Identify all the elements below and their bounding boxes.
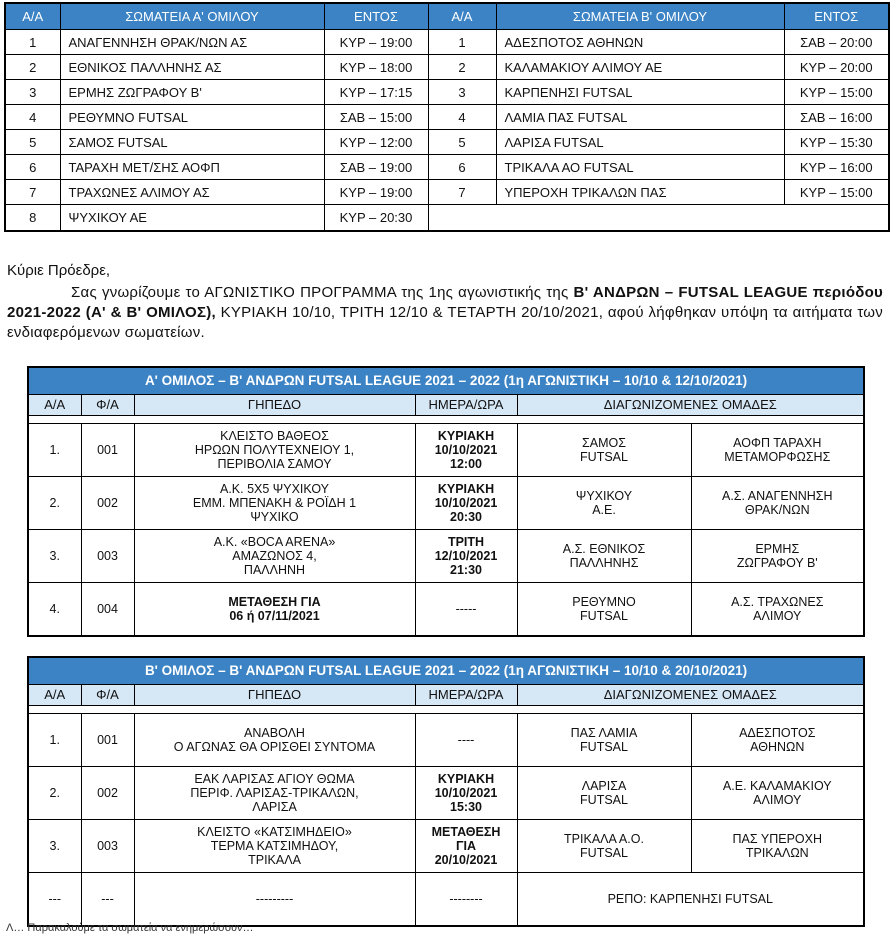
col-aa: Α/Α bbox=[28, 395, 81, 416]
venue-line: ΜΕΤΑΘΕΣΗ ΓΙΑ bbox=[228, 595, 321, 609]
team-name: ΚΑΡΠΕΝΗΣΙ FUTSAL bbox=[496, 80, 784, 105]
venue-line: ΠΑΛΛΗΝΗ bbox=[243, 563, 306, 577]
col-teams: ΔΙΑΓΩΝΙΖΟΜΕΝΕΣ ΟΜΑΔΕΣ bbox=[517, 395, 864, 416]
away-team bbox=[691, 424, 864, 477]
team-line: ΨΥΧΙΚΟΥ bbox=[575, 489, 633, 503]
team-line: ΠΑΣ ΥΠΕΡΟΧΗ bbox=[732, 832, 822, 846]
col-aa: Α/Α bbox=[28, 685, 81, 706]
col-datetime: ΗΜΕΡΑ/ΩΡΑ bbox=[415, 395, 517, 416]
spacer bbox=[28, 706, 864, 714]
home-time: ΚΥΡ – 20:00 bbox=[784, 55, 889, 80]
venue bbox=[134, 820, 415, 873]
venue-line: ΑΝΑΒΟΛΗ bbox=[244, 726, 305, 740]
match-aa: 3. bbox=[28, 530, 81, 583]
datetime-line: 20:30 bbox=[450, 510, 482, 524]
home-time: ΚΥΡ – 19:00 bbox=[324, 30, 428, 55]
rest-row bbox=[28, 873, 864, 927]
datetime-line: 21:30 bbox=[450, 563, 482, 577]
venue-line: ΠΕΡΙΒΟΛΙΑ ΣΑΜΟΥ bbox=[217, 457, 332, 471]
team-line: ΑΘΗΝΩΝ bbox=[750, 740, 805, 754]
table-row bbox=[5, 205, 889, 232]
home-time: ΚΥΡ – 15:30 bbox=[784, 130, 889, 155]
table-row bbox=[5, 30, 889, 55]
row-number: 8 bbox=[5, 205, 60, 232]
team-name: ΤΡΑΧΩΝΕΣ ΑΛΙΜΟΥ ΑΣ bbox=[60, 180, 324, 205]
table-row bbox=[28, 424, 864, 477]
home-time: ΚΥΡ – 16:00 bbox=[784, 155, 889, 180]
venue-line: ΚΛΕΙΣΤΟ ΒΑΘΕΟΣ bbox=[220, 429, 329, 443]
venue-line: 06 ή 07/11/2021 bbox=[229, 609, 320, 623]
letter-league-bold: Β' ΑΝΔΡΩΝ – FUTSAL LEAGUE περιόδου 2021-2022 (Α' & Β' ΟΜΙΛΟΣ), bbox=[7, 284, 883, 321]
header-teams-a: ΣΩΜΑΤΕΙΑ Α' ΟΜΙΛΟΥ bbox=[60, 3, 324, 30]
match-datetime bbox=[415, 767, 517, 820]
team-line: Α.Σ. ΤΡΑΧΩΝΕΣ bbox=[731, 595, 824, 609]
team-line: ΑΛΙΜΟΥ bbox=[753, 793, 802, 807]
datetime-line: ΓΙΑ bbox=[455, 839, 476, 853]
row-number: 3 bbox=[428, 80, 496, 105]
salutation: Κύριε Πρόεδρε, bbox=[7, 262, 111, 279]
table-row bbox=[28, 530, 864, 583]
match-datetime: -------- bbox=[415, 873, 517, 927]
datetime-line: ΚΥΡΙΑΚΗ bbox=[437, 429, 495, 443]
match-aa: 2. bbox=[28, 767, 81, 820]
letter-dates-text: ΚΥΡΙΑΚΗ 10/10, ΤΡΙΤΗ 12/10 & ΤΕΤΑΡΤΗ 20/10/2021, αφού λήφθηκαν υπόψη τα αιτήματα των ενδιαφερόμενων σωματείων. bbox=[7, 304, 883, 341]
row-number: 5 bbox=[428, 130, 496, 155]
match-datetime bbox=[415, 424, 517, 477]
datetime-line: 15:30 bbox=[450, 800, 482, 814]
home-time: ΣΑΒ – 20:00 bbox=[784, 30, 889, 55]
datetime-line: 12/10/2021 bbox=[434, 549, 498, 563]
match-datetime bbox=[415, 530, 517, 583]
away-team bbox=[691, 477, 864, 530]
row-number: 1 bbox=[5, 30, 60, 55]
team-name: ΚΑΛΑΜΑΚΙΟΥ ΑΛΙΜΟΥ ΑΕ bbox=[496, 55, 784, 80]
table-row bbox=[5, 105, 889, 130]
team-line: Α.Σ. ΑΝΑΓΕΝΝΗΣΗ bbox=[721, 489, 833, 503]
spacer bbox=[28, 416, 864, 424]
team-line: ΑΔΕΣΠΟΤΟΣ bbox=[739, 726, 816, 740]
team-name: ΕΡΜΗΣ ΖΩΓΡΑΦΟΥ Β' bbox=[60, 80, 324, 105]
home-team bbox=[517, 424, 691, 477]
match-fa: 003 bbox=[81, 820, 134, 873]
table-row bbox=[28, 583, 864, 637]
datetime-line: ----- bbox=[455, 602, 477, 616]
match-fa: 001 bbox=[81, 714, 134, 767]
venue-line: Ο ΑΓΩΝΑΣ ΘΑ ΟΡΙΣΘΕΙ ΣΥΝΤΟΜΑ bbox=[173, 740, 376, 754]
venue-line: ΚΛΕΙΣΤΟ «ΚΑΤΣΙΜΗΔΕΙΟ» bbox=[197, 825, 352, 839]
venue-line: ΤΡΙΚΑΛΑ bbox=[248, 853, 301, 867]
match-datetime bbox=[415, 714, 517, 767]
groups-table bbox=[4, 2, 890, 232]
datetime-line: ΚΥΡΙΑΚΗ bbox=[437, 772, 495, 786]
team-line: FUTSAL bbox=[580, 450, 628, 464]
team-line: ΕΡΜΗΣ bbox=[755, 542, 800, 556]
match-datetime bbox=[415, 477, 517, 530]
group-a-title: Α' ΟΜΙΛΟΣ – Β' ΑΝΔΡΩΝ FUTSAL LEAGUE 2021 – 2022 (1η ΑΓΩΝΙΣΤΙΚΗ – 10/10 & 12/10/2021) bbox=[28, 367, 864, 395]
home-team bbox=[517, 583, 691, 637]
group-b-title: Β' ΟΜΙΛΟΣ – Β' ΑΝΔΡΩΝ FUTSAL LEAGUE 2021 – 2022 (1η ΑΓΩΝΙΣΤΙΚΗ – 10/10 & 20/10/2021) bbox=[28, 657, 864, 685]
row-number: 2 bbox=[428, 55, 496, 80]
home-team bbox=[517, 530, 691, 583]
venue: --------- bbox=[134, 873, 415, 927]
team-name: ΤΡΙΚΑΛΑ ΑΟ FUTSAL bbox=[496, 155, 784, 180]
team-line: ΖΩΓΡΑΦΟΥ Β' bbox=[736, 556, 818, 570]
venue-line: ΑΜΑΖΩΝΟΣ 4, bbox=[232, 549, 317, 563]
home-time: ΚΥΡ – 19:00 bbox=[324, 180, 428, 205]
team-line: ΤΡΙΚΑΛΑ Α.Ο. bbox=[564, 832, 644, 846]
venue-line: Α.Κ. 5Χ5 ΨΥΧΙΚΟΥ bbox=[219, 482, 329, 496]
home-time: ΚΥΡ – 15:00 bbox=[784, 180, 889, 205]
home-time: ΚΥΡ – 18:00 bbox=[324, 55, 428, 80]
match-aa: 1. bbox=[28, 714, 81, 767]
datetime-line: ΚΥΡΙΑΚΗ bbox=[437, 482, 495, 496]
row-number: 5 bbox=[5, 130, 60, 155]
row-number: 6 bbox=[5, 155, 60, 180]
match-aa: 2. bbox=[28, 477, 81, 530]
match-aa: 1. bbox=[28, 424, 81, 477]
team-line: ΤΡΙΚΑΛΩΝ bbox=[745, 846, 809, 860]
away-team bbox=[691, 767, 864, 820]
team-name: ΥΠΕΡΟΧΗ ΤΡΙΚΑΛΩΝ ΠΑΣ bbox=[496, 180, 784, 205]
home-time: ΣΑΒ – 15:00 bbox=[324, 105, 428, 130]
datetime-line: ΜΕΤΑΘΕΣΗ bbox=[431, 825, 501, 839]
team-line: ΑΛΙΜΟΥ bbox=[753, 609, 802, 623]
home-time: ΚΥΡ – 15:00 bbox=[784, 80, 889, 105]
datetime-line: 20/10/2021 bbox=[434, 853, 498, 867]
table-row bbox=[5, 55, 889, 80]
match-aa: 3. bbox=[28, 820, 81, 873]
home-team bbox=[517, 767, 691, 820]
home-team bbox=[517, 477, 691, 530]
venue bbox=[134, 714, 415, 767]
team-line: ΑΟΦΠ ΤΑΡΑΧΗ bbox=[733, 436, 822, 450]
group-a-fixtures-table bbox=[27, 366, 865, 637]
team-name: ΛΑΡΙΣΑ FUTSAL bbox=[496, 130, 784, 155]
venue-line: Α.Κ. «BOCA ARENA» bbox=[213, 535, 336, 549]
team-line: ΛΑΡΙΣΑ bbox=[581, 779, 627, 793]
team-name: ΣΑΜΟΣ FUTSAL bbox=[60, 130, 324, 155]
match-aa: 4. bbox=[28, 583, 81, 637]
away-team bbox=[691, 530, 864, 583]
datetime-line: 10/10/2021 bbox=[434, 496, 498, 510]
table-row bbox=[28, 820, 864, 873]
away-team bbox=[691, 714, 864, 767]
table-row bbox=[28, 767, 864, 820]
venue-line: ΠΕΡΙΦ. ΛΑΡΙΣΑΣ-ΤΡΙΚΑΛΩΝ, bbox=[190, 786, 359, 800]
header-home-time-a: ΕΝΤΟΣ bbox=[324, 3, 428, 30]
team-name: ΕΘΝΙΚΟΣ ΠΑΛΛΗΝΗΣ ΑΣ bbox=[60, 55, 324, 80]
table-row bbox=[5, 155, 889, 180]
row-number: 7 bbox=[428, 180, 496, 205]
home-time: ΚΥΡ – 20:30 bbox=[324, 205, 428, 232]
team-line: FUTSAL bbox=[580, 846, 628, 860]
team-line: ΠΑΛΛΗΝΗΣ bbox=[569, 556, 639, 570]
team-line: FUTSAL bbox=[580, 740, 628, 754]
row-number: 6 bbox=[428, 155, 496, 180]
team-line: Α.Ε. ΚΑΛΑΜΑΚΙΟΥ bbox=[722, 779, 832, 793]
venue-line: ΕΑΚ ΛΑΡΙΣΑΣ ΑΓΙΟΥ ΘΩΜΑ bbox=[194, 772, 355, 786]
home-time: ΣΑΒ – 16:00 bbox=[784, 105, 889, 130]
col-venue: ΓΗΠΕΔΟ bbox=[134, 395, 415, 416]
team-line: Α.Σ. ΕΘΝΙΚΟΣ bbox=[562, 542, 646, 556]
header-aa-a: Α/Α bbox=[5, 3, 60, 30]
table-row bbox=[28, 477, 864, 530]
venue bbox=[134, 767, 415, 820]
away-team bbox=[691, 820, 864, 873]
team-name: ΨΥΧΙΚΟΥ ΑΕ bbox=[60, 205, 324, 232]
col-venue: ΓΗΠΕΔΟ bbox=[134, 685, 415, 706]
venue-line: ΨΥΧΙΚΟ bbox=[250, 510, 299, 524]
venue-line: ΛΑΡΙΣΑ bbox=[252, 800, 297, 814]
venue bbox=[134, 583, 415, 637]
venue-line: ΗΡΩΩΝ ΠΟΛΥΤΕΧΝΕΙΟΥ 1, bbox=[194, 443, 355, 457]
home-time: ΚΥΡ – 17:15 bbox=[324, 80, 428, 105]
team-line: ΣΑΜΟΣ bbox=[582, 436, 626, 450]
datetime-line: 10/10/2021 bbox=[434, 786, 498, 800]
col-datetime: ΗΜΕΡΑ/ΩΡΑ bbox=[415, 685, 517, 706]
home-team bbox=[517, 820, 691, 873]
letter-body bbox=[7, 283, 883, 343]
team-name: ΤΑΡΑΧΗ ΜΕΤ/ΣΗΣ ΑΟΦΠ bbox=[60, 155, 324, 180]
team-line: ΠΑΣ ΛΑΜΙΑ bbox=[570, 726, 638, 740]
home-time: ΚΥΡ – 12:00 bbox=[324, 130, 428, 155]
col-fa: Φ/Α bbox=[81, 395, 134, 416]
match-fa: --- bbox=[81, 873, 134, 927]
team-line: ΡΕΘΥΜΝΟ bbox=[572, 595, 636, 609]
row-number: 7 bbox=[5, 180, 60, 205]
venue-line: ΕΜΜ. ΜΠΕΝΑΚΗ & ΡΟΪΔΗ 1 bbox=[192, 496, 357, 510]
match-fa: 001 bbox=[81, 424, 134, 477]
groups-header-row bbox=[5, 3, 889, 30]
row-number: 4 bbox=[428, 105, 496, 130]
match-fa: 003 bbox=[81, 530, 134, 583]
datetime-line: ---- bbox=[457, 733, 475, 747]
header-aa-b: Α/Α bbox=[428, 3, 496, 30]
header-home-time-b: ΕΝΤΟΣ bbox=[784, 3, 889, 30]
team-line: ΜΕΤΑΜΟΡΦΩΣΗΣ bbox=[724, 450, 831, 464]
rest-team: ΡΕΠΟ: ΚΑΡΠΕΝΗΣΙ FUTSAL bbox=[517, 873, 864, 927]
team-line: ΘΡΑΚ/ΝΩΝ bbox=[744, 503, 810, 517]
table-row bbox=[5, 180, 889, 205]
row-number: 3 bbox=[5, 80, 60, 105]
team-name: ΡΕΘΥΜΝΟ FUTSAL bbox=[60, 105, 324, 130]
row-number: 4 bbox=[5, 105, 60, 130]
match-aa: --- bbox=[28, 873, 81, 927]
venue bbox=[134, 477, 415, 530]
col-fa: Φ/Α bbox=[81, 685, 134, 706]
team-name: ΛΑΜΙΑ ΠΑΣ FUTSAL bbox=[496, 105, 784, 130]
match-fa: 002 bbox=[81, 477, 134, 530]
team-name: ΑΔΕΣΠΟΤΟΣ ΑΘΗΝΩΝ bbox=[496, 30, 784, 55]
venue bbox=[134, 530, 415, 583]
row-number: 2 bbox=[5, 55, 60, 80]
group-b-fixtures-table bbox=[27, 656, 865, 927]
match-datetime bbox=[415, 820, 517, 873]
datetime-line: 12:00 bbox=[450, 457, 482, 471]
empty-cell bbox=[428, 205, 889, 232]
match-fa: 002 bbox=[81, 767, 134, 820]
footnote: Λ… Παρακαλούμε τα σωματεία να ενημερώσουν… bbox=[6, 922, 254, 934]
team-line: FUTSAL bbox=[580, 609, 628, 623]
home-team bbox=[517, 714, 691, 767]
letter-text: Σας γνωρίζουμε το ΑΓΩΝΙΣΤΙΚΟ ΠΡΟΓΡΑΜΜΑ της 1ης αγωνιστικής της bbox=[71, 284, 574, 301]
datetime-line: 10/10/2021 bbox=[434, 443, 498, 457]
away-team bbox=[691, 583, 864, 637]
table-row bbox=[5, 130, 889, 155]
table-row bbox=[5, 80, 889, 105]
table-row bbox=[28, 714, 864, 767]
match-datetime bbox=[415, 583, 517, 637]
col-teams: ΔΙΑΓΩΝΙΖΟΜΕΝΕΣ ΟΜΑΔΕΣ bbox=[517, 685, 864, 706]
venue-line: ΤΕΡΜΑ ΚΑΤΣΙΜΗΔΟΥ, bbox=[210, 839, 339, 853]
header-teams-b: ΣΩΜΑΤΕΙΑ Β' ΟΜΙΛΟΥ bbox=[496, 3, 784, 30]
row-number: 1 bbox=[428, 30, 496, 55]
venue bbox=[134, 424, 415, 477]
datetime-line: ΤΡΙΤΗ bbox=[447, 535, 485, 549]
team-line: Α.Ε. bbox=[592, 503, 616, 517]
home-time: ΣΑΒ – 19:00 bbox=[324, 155, 428, 180]
match-fa: 004 bbox=[81, 583, 134, 637]
team-name: ΑΝΑΓΕΝΝΗΣΗ ΘΡΑΚ/ΝΩΝ ΑΣ bbox=[60, 30, 324, 55]
team-line: FUTSAL bbox=[580, 793, 628, 807]
